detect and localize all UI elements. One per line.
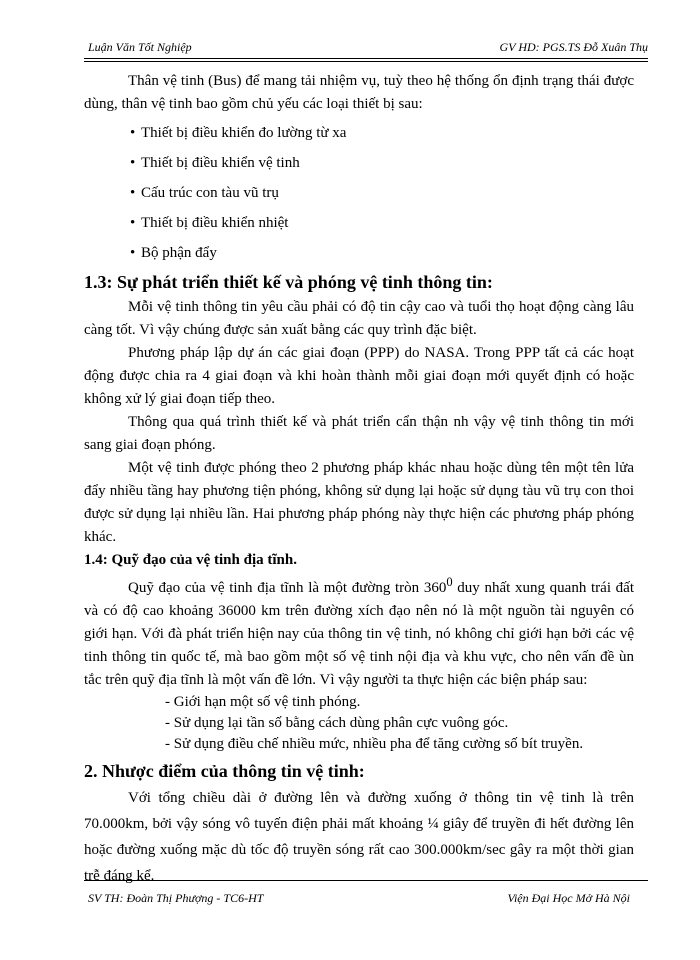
footer-right-text: Viện Đại Học Mở Hà Nội	[507, 891, 630, 905]
header-rule-double	[84, 61, 648, 62]
list-item: • Thiết bị điều khiển nhiệt	[84, 208, 634, 238]
list-item: • Thiết bị điều khiển vệ tinh	[84, 148, 634, 178]
section-heading-1-4: 1.4: Quỹ đạo của vệ tinh địa tĩnh.	[84, 552, 297, 568]
document-body	[84, 70, 634, 889]
equipment-list	[84, 118, 634, 268]
bullet-icon: •	[130, 155, 136, 171]
footer-rule	[84, 880, 648, 881]
list-item: • Thiết bị điều khiển đo lường từ xa	[84, 118, 634, 148]
section-heading-1-3: 1.3: Sự phát triển thiết kế và phóng vệ tinh thông tin:	[84, 272, 493, 292]
section-heading-2: 2. Nhược điểm của thông tin vệ tinh:	[84, 761, 365, 781]
measures-list	[84, 692, 634, 755]
list-item: • Cấu trúc con tàu vũ trụ	[84, 178, 634, 208]
paragraph: Mỗi vệ tinh thông tin yêu cầu phải có độ tin cậy cao và tuổi thọ hoạt động càng lâu càng tốt. Vì vậy chúng được sản xuất bằng các quy trình đặc biệt.	[84, 299, 634, 338]
paragraph: Quỹ đạo của vệ tinh địa tĩnh là một đường tròn $360^0$ duy nhất xung quanh trái đất và có độ cao khoảng 36000 km trên đường xích đạo nên nó là một nguồn tài nguyên có giới hạn. Với đà phát triển hiện nay của thông tin vệ tinh, nó không chỉ giới hạn bởi các vệ tinh thông tin quốc tế, mà bao gồm một số vệ tinh nội địa và khu vực, cho nên vấn đề ùn tắc trên quỹ địa tĩnh là một vấn đề lớn. Vì vậy người ta thực hiện các biện pháp sau:	[84, 575, 635, 688]
header-rule	[84, 58, 648, 59]
bullet-icon: •	[130, 245, 136, 261]
header-left-text: Luận Văn Tốt Nghiệp	[88, 40, 192, 54]
list-item: • Bộ phận đẩy	[84, 238, 634, 268]
fraction-quarter: ¼	[427, 816, 439, 832]
paragraph: Một vệ tinh được phóng theo 2 phương pháp khác nhau hoặc dùng tên một tên lửa đẩy nhiều tầng hay phương tiện phóng, không sử dụng lại hoặc sử dụng tàu vũ trụ con thoi được sử dụng lại nhiều lần. Hai phương pháp phóng này thực hiện các phương pháp phóng khác.	[84, 460, 634, 545]
footer-left-text: SV TH: Đoàn Thị Phượng - TC6-HT	[88, 891, 264, 905]
intro-paragraph: Thân vệ tinh (Bus) để mang tải nhiệm vụ, tuỳ theo hệ thống ổn định trạng thái được dùng, thân vệ tinh bao gồm chủ yếu các loại thiết bị sau:	[84, 73, 634, 112]
bullet-icon: •	[130, 215, 136, 231]
paragraph: Với tổng chiều dài ở đường lên và đường xuống ở thông tin vệ tinh là trên 70.000km, bởi vậy sóng vô tuyến điện phải mất khoảng ¼ giây để truyền đi hết đường lên hoặc đường xuống mặc dù tốc độ truyền sóng rất cao 300.000km/sec gây ra một thời gian trễ đáng kể.	[84, 790, 635, 884]
degree-superscript: 0	[446, 575, 453, 589]
paragraph: Thông qua quá trình thiết kế và phát triển cẩn thận nh vậy vệ tinh thông tin mới sang giai đoạn phóng.	[84, 414, 634, 453]
list-item: - Sử dụng điều chế nhiều mức, nhiều pha để tăng cường số bít truyền.	[165, 736, 584, 752]
paragraph: Phương pháp lập dự án các giai đoạn (PPP) do NASA. Trong PPP tất cả các hoạt động được chia ra 4 giai đoạn và khi hoàn thành mỗi giai đoạn mới quyết định có hoặc không xử lý giai đoạn tiếp theo.	[84, 345, 634, 407]
header-right-text: GV HD: PGS.TS Đỗ Xuân Thụ	[499, 40, 648, 54]
bullet-icon: •	[130, 125, 136, 141]
list-item: - Giới hạn một số vệ tinh phóng.	[165, 694, 361, 710]
list-item: - Sử dụng lại tần số bằng cách dùng phân cực vuông góc.	[165, 715, 509, 731]
bullet-icon: •	[130, 185, 136, 201]
